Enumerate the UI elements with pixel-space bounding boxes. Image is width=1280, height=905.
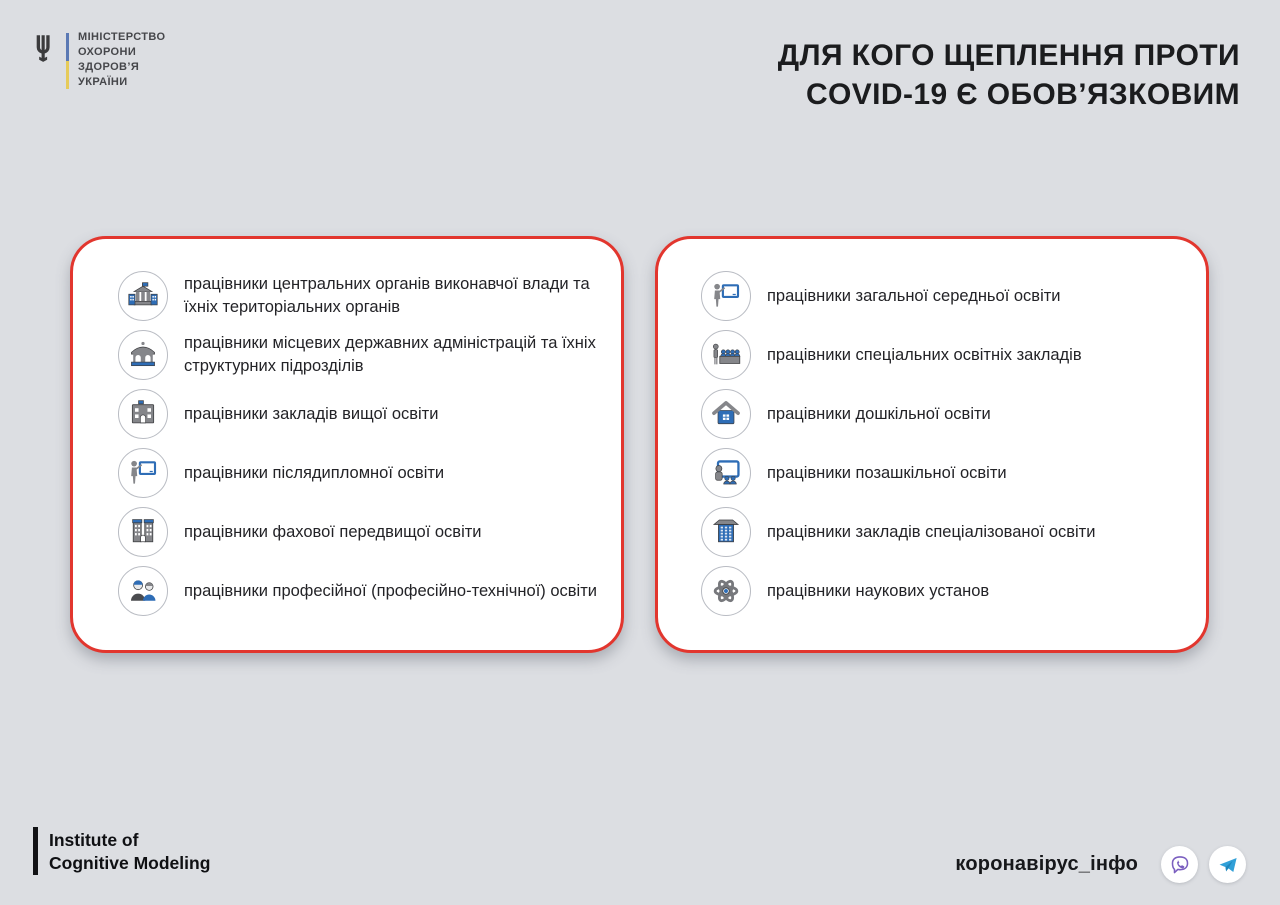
two-people-icon [118,566,168,616]
item-label: працівники місцевих державних адміністрацій та їхніх структурних підрозділів [184,334,596,375]
item-label: працівники професійної (професійно-технічної) освіти [184,581,597,600]
institute-logo-bar [33,827,38,875]
page-title [778,36,1240,114]
item-label: працівники закладів вищої освіти [184,404,439,423]
list-item [118,389,607,439]
government-building-icon [118,271,168,321]
institute-name-line2: Cognitive Modeling [49,853,211,873]
item-label: працівники наукових установ [767,581,990,600]
list-item [118,448,607,498]
list-item [118,330,607,380]
logo-flag-divider [66,33,69,89]
college-building-icon [118,507,168,557]
card-school-education [655,236,1209,653]
list-item [701,330,1192,380]
ministry-logo [33,30,165,90]
list-item [701,389,1192,439]
channel-name: коронавірус_інфо [955,853,1138,875]
institute-logo [33,827,210,875]
item-label: працівники позашкільної освіти [767,463,1007,482]
list-item [118,507,607,557]
item-label: працівники спеціальних освітніх закладів [767,345,1082,364]
item-label: працівники фахової передвищої освіти [184,522,482,541]
list-item [118,271,607,321]
classroom-icon [701,330,751,380]
atom-icon [701,566,751,616]
footer-social [955,846,1246,883]
university-building-icon [118,389,168,439]
viber-icon [1161,846,1198,883]
item-label: працівники дошкільної освіти [767,404,991,423]
ministry-name-line: УКРАЇНИ [78,76,128,88]
item-label: працівники загальної середньої освіти [767,286,1061,305]
item-label: працівники центральних органів виконавчої влади та їхніх територіальних органів [184,275,590,316]
trident-icon [33,34,57,71]
ministry-name-line: МІНІСТЕРСТВО [78,31,166,43]
institute-name [49,827,210,875]
list-item [701,566,1192,616]
ministry-name-line: ЗДОРОВ’Я [78,61,140,73]
ministry-name [78,30,165,90]
page-title-line1: ДЛЯ КОГО ЩЕПЛЕННЯ ПРОТИ [777,39,1240,72]
screen-audience-icon [701,448,751,498]
institute-name-line1: Institute of [49,830,139,850]
specialized-building-icon [701,507,751,557]
list-item [701,448,1192,498]
item-label: працівники післядипломної освіти [184,463,445,482]
list-item [118,566,607,616]
card-executive-education [70,236,624,653]
item-label: працівники закладів спеціалізованої освіти [767,522,1096,541]
teacher-board-icon [701,271,751,321]
page-title-line2: COVID-19 Є ОБОВ’ЯЗКОВИМ [805,78,1240,111]
ministry-name-line: ОХОРОНИ [78,46,137,58]
list-item [701,507,1192,557]
teacher-board-icon [118,448,168,498]
telegram-icon [1209,846,1246,883]
administration-building-icon [118,330,168,380]
house-icon [701,389,751,439]
list-item [701,271,1192,321]
